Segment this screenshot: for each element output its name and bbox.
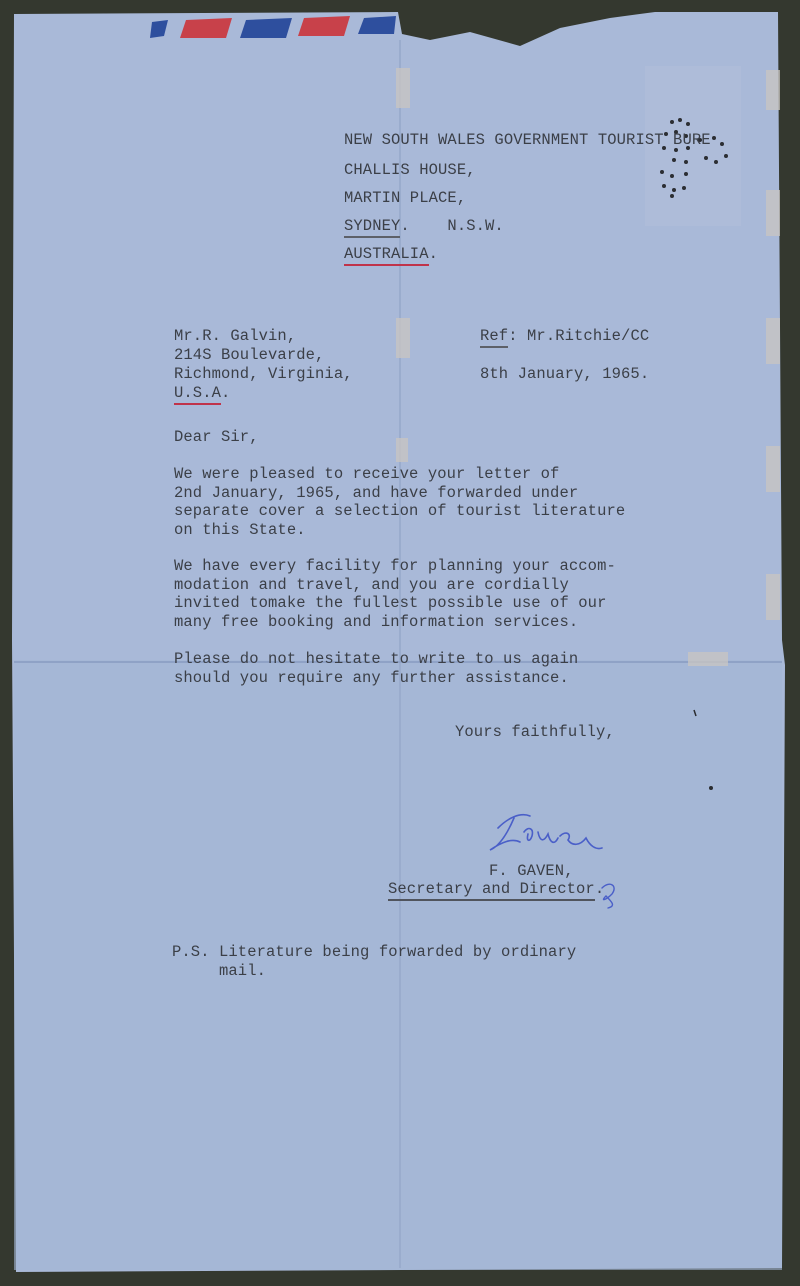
letterhead-line-2: CHALLIS HOUSE, xyxy=(344,161,476,179)
reference-label: Ref xyxy=(480,327,508,348)
body-paragraph-1: We were pleased to receive your letter of 2nd January, 1965, and have forwarded under separate cover a selection of tourist literature on this State. xyxy=(174,465,626,539)
signatory-title: Secretary and Director xyxy=(388,880,595,901)
letterhead-country: AUSTRALIA xyxy=(344,245,429,266)
recipient-name: Mr.R. Galvin, xyxy=(174,327,297,345)
letterhead-line-3: MARTIN PLACE, xyxy=(344,189,467,207)
recipient-country-end: . xyxy=(221,384,231,402)
recipient-country-line xyxy=(174,384,230,403)
signatory-name: F. GAVEN, xyxy=(489,862,574,880)
reference-line xyxy=(480,327,649,346)
postscript: P.S. Literature being forwarded by ordinary mail. xyxy=(172,943,577,980)
salutation: Dear Sir, xyxy=(174,428,259,446)
recipient-city: Richmond, Virginia, xyxy=(174,365,353,383)
recipient-street: 214S Boulevarde, xyxy=(174,346,325,364)
signatory-title-end: . xyxy=(594,880,605,898)
signatory-title-line xyxy=(388,880,604,899)
letterhead-state: . N.S.W. xyxy=(400,217,504,235)
letterhead-country-end: . xyxy=(428,245,439,263)
recipient-country: U.S.A xyxy=(174,384,221,405)
reference-value: : Mr.Ritchie/CC xyxy=(508,327,650,345)
body-paragraph-3: Please do not hesitate to write to us again should you require any further assistance. xyxy=(174,650,579,687)
letter-date: 8th January, 1965. xyxy=(480,365,650,383)
letterhead-country-line xyxy=(344,245,438,264)
letterhead-city-line xyxy=(344,217,504,236)
letterhead-line-1: NEW SOUTH WALES GOVERNMENT TOURIST BURE xyxy=(344,131,711,149)
letterhead-city: SYDNEY xyxy=(344,217,400,238)
closing: Yours faithfully, xyxy=(455,723,615,741)
body-paragraph-2: We have every facility for planning your accom- modation and travel, and you are cordially invited tomake the fullest possible use of our many free booking and information services. xyxy=(174,557,616,631)
